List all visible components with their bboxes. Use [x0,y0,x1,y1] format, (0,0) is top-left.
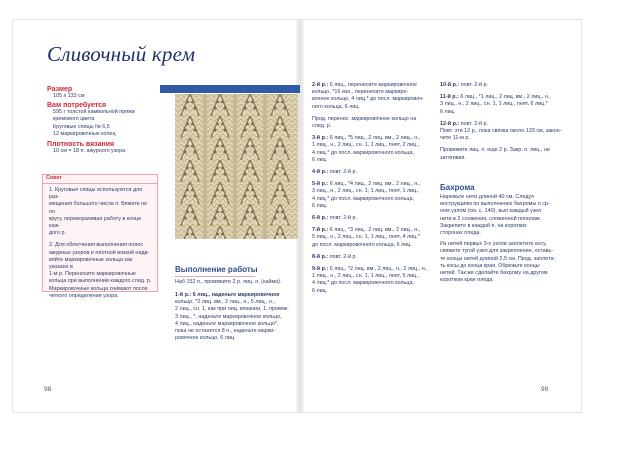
row-label: 10-й р.: [440,82,460,88]
row-instruction-line [312,234,430,241]
row-instruction [312,82,430,111]
row-instruction [440,121,562,143]
row-instruction [312,116,430,130]
row-label: 7-й р.: [312,227,329,234]
row-text: 6 лиц., *2 лиц. вм., 2 лиц., н., 2 лиц., н., [329,266,428,273]
row-instruction-line [312,227,430,234]
row-instruction [440,94,562,116]
fringe-line: свяжите тугой узел для закрепления, оставь- [440,248,554,255]
row-instruction-line [312,169,430,176]
row-instruction-line [312,273,430,280]
row-instruction-line [440,147,562,154]
row-instruction-line [312,150,430,157]
size-heading: Размер [47,86,73,93]
tip-line: кругу, переворачивая работу в конце каж- [49,215,142,230]
fringe-section [440,183,562,284]
row-1-line: ровочное кольцо, 6 лиц. [175,335,236,342]
materials-heading: Вам потребуется [47,102,107,110]
tip-box [42,174,158,299]
row-instruction-line [312,142,430,149]
tip-line: дого р. [49,230,66,237]
row-instruction-line [312,288,430,295]
row-instruction-line [312,135,430,142]
right-column-2 [440,82,562,167]
tip-line: вяйте маркировочные кольца как указано в [49,256,133,271]
row-instruction-line [312,157,430,164]
row-text: 3 лиц., н., 2 лиц., сн. 1, 1 лиц., пнят, 6 лиц.* [440,101,548,108]
materials-line: кремового цвета [53,116,95,123]
row-1-line: кольцо, *2 лиц. вм., 2 лиц., н., 5 лиц., н., [175,299,276,306]
row-text: повт. 2-й р. [460,82,489,88]
work-heading-rule [175,276,255,277]
row-instruction-line [440,128,562,135]
size-text: 105 x 133 см [53,93,85,99]
work-intro [175,279,295,286]
materials-line: 595 г толстой камвольной пряжи [53,109,135,116]
row-text: 5 лиц., н., 2 лиц., сн. 1, 1 лиц., пнят, 4 лиц.* [312,234,420,241]
row-text: 4 лиц.* до посл. маркировочного кольца, [312,195,414,202]
row-label: 2-й р.: [312,82,329,88]
tip-line: Маркировочные кольца снимают после [49,285,148,292]
row-instruction-line [440,101,562,108]
tip-body [49,187,153,300]
fringe-line: коротком крае пледа. [440,277,494,284]
tip-line: мещения большого числа п. Вяжите не по [49,201,148,215]
fringe-line: нитей. Так же сделайте бахрому на другом [440,270,548,277]
row-instruction-line [312,203,430,210]
row-instruction [312,254,430,261]
row-text: Провяжите лиц. п. еще 2 р. Закр. п. лиц., не [440,147,550,154]
tip-line: ажурных узоров и плотной вязкой надв- [49,249,150,256]
fringe-line: Из нитей первых 3-х узлов заплетите косу, [440,241,547,248]
row-1-line: 2 лиц., сн. 1, как при лиц. вязании, 1, провяж. [175,306,289,313]
row-instruction-line [312,254,430,261]
tip-divider [43,183,157,184]
row-label: 6-й р.: [312,215,329,222]
fringe-line: Нарежьте нити длиной 40 см. Следуя [440,194,534,200]
page-title: Сливочный крем [47,42,196,66]
row-instruction-line [312,196,430,203]
row-instruction-line [440,121,562,128]
fringe-paragraph-1 [440,194,562,237]
tip-line: 1. Круговые спицы используются для раз- [49,187,143,201]
row-1-line: 1-й р.: 6 лиц., наденьте маркировочное [175,292,280,298]
row-instruction-line [312,242,430,249]
blue-header-band [160,85,300,93]
row-instruction [312,266,430,295]
row-label: 5-й р.: [312,181,329,188]
row-instruction-line [312,116,430,123]
row-label: 9-й р.: [312,266,329,273]
row-instruction [312,181,430,210]
row-text: 6 лиц., *4 лиц., 2 лиц. вм., 2 лиц., н., [329,181,421,188]
row-instruction-line [312,181,430,188]
row-1-line: 3 лиц., *, наденьте маркировочное кольцо, [175,313,282,320]
row-instruction-line [312,82,430,89]
row-instruction-line [440,94,562,101]
row-label: 12-й р.: [440,120,460,127]
materials-line: Круговые спицы № 6,5 [53,123,110,130]
row-text: кольцо, *16 изн., перенесите маркиро- [312,89,409,96]
materials-list [47,109,167,138]
fringe-line: сторонах пледа. [440,230,481,237]
row-1-instructions [175,292,295,342]
work-intro-line: Наб 152 п., провяжите 2 р. лиц. п. (кайма). [175,279,282,285]
row-text: вочное кольцо, 4 лиц.* до посл. маркировоч- [312,96,424,103]
row-instruction [312,227,430,249]
row-text: 6 лиц. [312,202,328,209]
row-text: 6 лиц. [440,108,456,115]
row-instruction [312,169,430,176]
knit-lace-photo [175,94,298,239]
gauge-text: 10 см = 18 п. ажурного узора [53,148,126,155]
row-instruction [440,82,562,89]
row-text: повт. 2-й р. [329,253,358,260]
row-text: 4 лиц.* до посл. маркировочного кольца, [312,149,414,156]
row-text: Повт. эти 12 р., пока связка около 133 см, закон- [440,128,562,135]
materials-line: 12 маркировочных колец [53,130,116,137]
row-text: 3 лиц., н., 2 лиц., сн. 1, 1 лиц., пнят, 1 лиц., [312,188,420,195]
row-text: 1 лиц., н., 2 лиц., сн. 1, 1 лиц., пнят, 2 лиц., [312,142,420,149]
row-text: 6 лиц., перенесите маркировочное [329,82,417,88]
row-text: 6 лиц., *1 лиц., 2 лиц. вм., 2 лиц., н., [460,94,551,101]
row-1-line: пока не останется 8 п., наденьте марки- [175,328,275,335]
row-label: 4-й р.: [312,169,329,176]
row-instruction-line [312,123,430,130]
tip-line: 2. Для облегчения выполнения полос [49,242,144,249]
row-instruction-line [440,82,562,89]
row-text: 6 лиц., *5 лиц., 2 лиц. вм., 2 лиц., н., [329,135,421,142]
tip-line: четкого определения узора. [49,292,119,299]
fringe-line: инструкциям по выполнению бахромы о ср- [440,201,550,208]
row-instruction-line [312,89,430,96]
row-instruction-line [440,109,562,116]
row-instruction-line [440,155,562,162]
fringe-line: нити в 2 сложения, сложенной пополам. [440,215,542,222]
tip-line: 1-м р. Переносите маркировочные [49,271,136,278]
row-text: след. р. [312,123,332,130]
row-text: 4 лиц.* до посл. маркировочного кольца, [312,280,414,287]
row-instruction-line [312,266,430,273]
tip-label: Совет [46,175,62,181]
row-instruction [312,135,430,164]
row-text: повт. 2-й р. [329,215,358,222]
gauge-heading: Плотность вязания [47,141,115,149]
fringe-line: ном узлом (см. с. 140), вып каждый узел [440,208,542,215]
fringe-line: те концы нитей длиной 2,5 см. Прод. заплета- [440,255,556,262]
tip-line: кольца при выполнении каждого след. р. [49,278,152,285]
fringe-line: Закрепите в каждой п. на коротких [440,222,527,229]
row-instruction-line [312,104,430,111]
row-instruction-line [312,188,430,195]
row-label: 11-й р.: [440,94,459,101]
row-text: 1 лиц., н., 2 лиц., сн. 1, 1 лиц., пнят, 5 лиц., [312,273,420,280]
fringe-line: ть косы до конца края. Обрежьте концы [440,262,540,269]
fringe-paragraph-2 [440,241,562,284]
row-text: повт. 2-й р. [460,120,489,127]
row-text: 6 лиц. [312,287,328,294]
row-text: повт. 2-й р. [329,169,358,176]
right-column-1 [312,82,430,300]
row-text: Прод. перенос. маркировочное кольцо на [312,115,417,122]
row-text: чите 11-м р. [440,135,470,142]
row-instruction-line [312,96,430,103]
row-instruction [312,215,430,222]
row-instruction-line [312,215,430,222]
size-section [47,86,167,155]
row-text: 6 лиц. [312,156,328,163]
row-instruction-line [440,135,562,142]
row-text: 6 лиц., *3 лиц., 2 лиц. вм., 2 лиц., н., [329,227,421,234]
row-instruction [440,147,562,161]
row-1-line: 4 лиц., наденьте маркировочное кольцо*, [175,320,279,327]
row-instruction-line [312,280,430,287]
row-label: 3-й р.: [312,135,329,142]
row-label: 8-й р.: [312,253,329,260]
right-page-number: 99 [541,386,549,393]
row-text: ного кольца, 6 лиц. [312,103,360,110]
work-heading: Выполнение работы [175,265,258,274]
fringe-heading: Бахрома [440,183,475,192]
row-text: затягивая. [440,154,466,161]
left-page-number: 98 [44,386,52,393]
row-text: до посл. маркировочного кольца, 6 лиц. [312,241,412,248]
